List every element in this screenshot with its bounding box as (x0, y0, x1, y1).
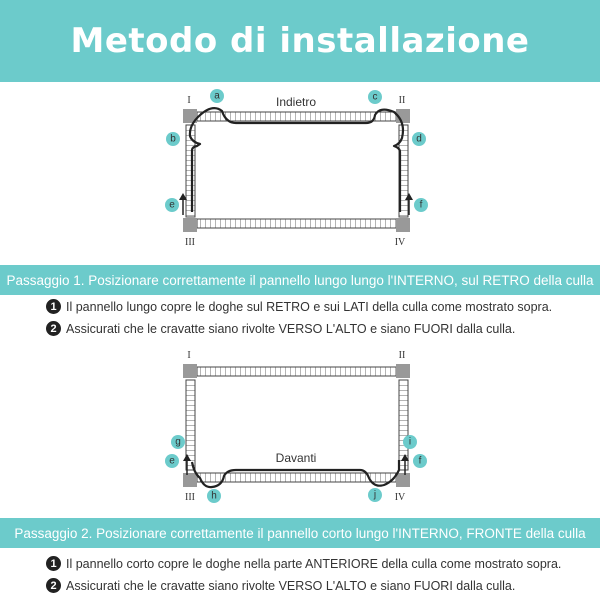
step2-item-1 (46, 556, 561, 571)
corner-label-2b: II (398, 350, 406, 361)
step2-item-1-number: 1 (46, 556, 61, 571)
corner-post-4 (396, 218, 410, 232)
step1-item-2-number: 2 (46, 321, 61, 336)
tie-label-a: a (214, 90, 220, 102)
corner-post-3 (183, 218, 197, 232)
tie-label-e2: e (169, 455, 175, 467)
diagram-front-installation (0, 340, 600, 512)
corner-label-1b: I (187, 350, 191, 361)
rail-front (197, 219, 397, 228)
step2-item-2-text: Assicurati che le cravatte siano rivolte VERSO L'ALTO e siano FUORI dalla culla. (66, 578, 516, 593)
corner-post-2b (396, 364, 410, 378)
tie-label-d: d (416, 133, 422, 145)
tie-label-b: b (170, 133, 176, 145)
step2-item-2 (46, 578, 515, 593)
tie-label-f2: f (418, 455, 422, 467)
tie-label-g: g (175, 436, 181, 448)
corner-label-1: I (187, 95, 191, 106)
corner-label-2: II (398, 95, 406, 106)
corner-label-4b: IV (394, 492, 406, 503)
corner-post-4b (396, 473, 410, 487)
page-title: Metodo di installazione (0, 0, 600, 82)
diagram-back-svg (0, 85, 600, 255)
diagram-front-svg (0, 340, 600, 512)
tie-label-e: e (169, 199, 175, 211)
step1-item-1 (46, 299, 552, 314)
diagram-back-installation (0, 85, 600, 255)
side-label-back: Indietro (275, 95, 317, 109)
step2-item-2-number: 2 (46, 578, 61, 593)
step1-title-bar: Passaggio 1. Posizionare correttamente il pannello lungo lungo l'INTERNO, sul RETRO della culla (0, 265, 600, 295)
step2-item-1-text: Il pannello corto copre le doghe nella parte ANTERIORE della culla come mostrato sopra. (66, 556, 562, 571)
corner-label-3: III (185, 237, 195, 248)
rail-back-2 (197, 367, 397, 376)
rail-right-2 (399, 380, 408, 470)
side-label-front: Davanti (275, 451, 317, 465)
step1-item-1-number: 1 (46, 299, 61, 314)
step2-title-bar: Passaggio 2. Posizionare correttamente il pannello corto lungo l'INTERNO, FRONTE della culla (0, 518, 600, 548)
tie-label-h: h (211, 490, 217, 502)
tie-label-i: i (408, 436, 412, 448)
step1-item-2 (46, 321, 515, 336)
corner-label-4: IV (394, 237, 406, 248)
corner-post-3b (183, 473, 197, 487)
tie-label-j: j (373, 489, 377, 501)
tie-label-f: f (419, 199, 423, 211)
step1-item-1-text: Il pannello lungo copre le doghe sul RETRO e sui LATI della culla come mostrato sopra. (66, 299, 553, 314)
tie-label-c: c (372, 91, 378, 103)
corner-post-1b (183, 364, 197, 378)
step1-item-2-text: Assicurati che le cravatte siano rivolte VERSO L'ALTO e siano FUORI dalla culla. (66, 321, 516, 336)
corner-label-3b: III (185, 492, 195, 503)
panel-line-back (190, 108, 403, 212)
